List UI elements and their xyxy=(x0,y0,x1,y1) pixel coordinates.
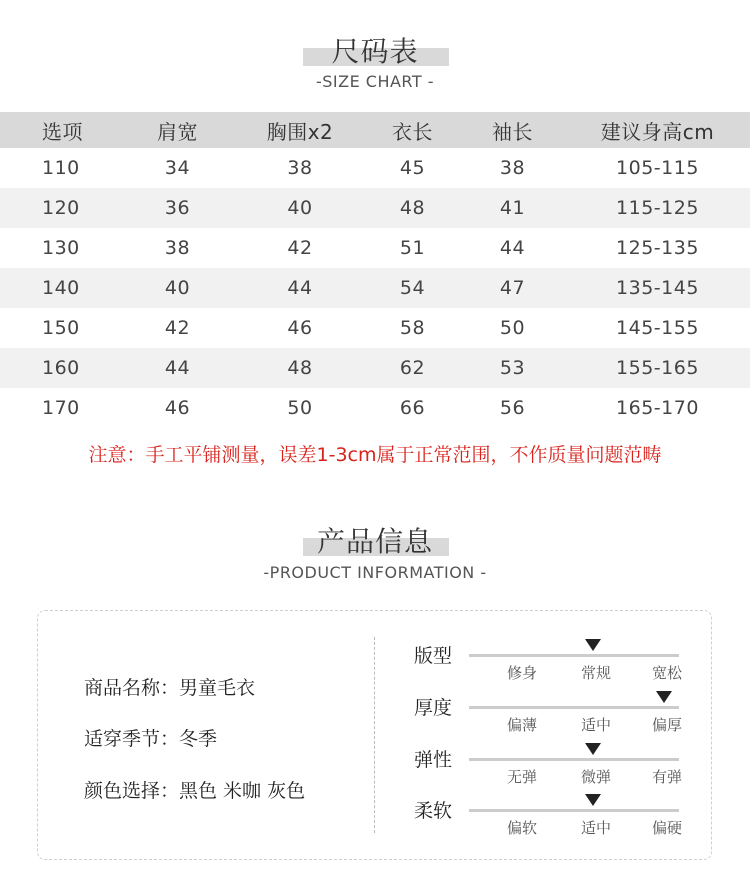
product-info-subtitle: -PRODUCT INFORMATION - xyxy=(263,563,487,582)
selected-marker-icon xyxy=(585,639,601,651)
selected-marker-icon xyxy=(656,691,672,703)
attribute-option: 偏厚 xyxy=(651,716,682,734)
table-row xyxy=(0,188,750,228)
table-row xyxy=(0,308,750,348)
selected-marker-icon xyxy=(585,794,601,806)
table-row xyxy=(0,348,750,388)
attribute-option: 修身 xyxy=(506,664,537,682)
table-body xyxy=(0,148,750,428)
table-cell: 54 xyxy=(399,277,426,299)
attribute-option: 适中 xyxy=(580,819,611,837)
product-colors: 颜色选择：黑色 米咖 灰色 xyxy=(84,780,306,802)
table-cell: 46 xyxy=(287,317,313,339)
attribute-option: 偏硬 xyxy=(651,819,682,837)
attribute-option: 常规 xyxy=(580,664,611,682)
table-cell: 44 xyxy=(287,277,313,299)
attribute-scale xyxy=(414,693,704,733)
table-cell: 38 xyxy=(499,157,526,179)
table-cell: 41 xyxy=(499,197,526,219)
selected-marker-icon xyxy=(585,743,601,755)
attribute-name: 厚度 xyxy=(414,697,453,719)
product-info-title: 产品信息 xyxy=(316,525,433,558)
table-row xyxy=(0,268,750,308)
table-cell: 51 xyxy=(399,237,426,259)
card-divider xyxy=(374,637,375,833)
table-cell: 44 xyxy=(499,237,526,259)
table-cell: 56 xyxy=(499,397,526,419)
table-header-row xyxy=(0,112,750,148)
table-cell: 50 xyxy=(499,317,526,339)
table-cell: 145-155 xyxy=(616,317,699,339)
table-cell: 42 xyxy=(164,317,191,339)
table-cell: 140 xyxy=(42,277,80,299)
attribute-name: 柔软 xyxy=(414,800,453,822)
table-cell: 47 xyxy=(499,277,526,299)
table-header-cell: 肩宽 xyxy=(157,119,198,144)
table-cell: 53 xyxy=(499,357,526,379)
table-cell: 170 xyxy=(42,397,80,419)
table-cell: 160 xyxy=(42,357,80,379)
attribute-option: 适中 xyxy=(580,716,611,734)
table-cell: 34 xyxy=(164,157,191,179)
attribute-name: 弹性 xyxy=(414,749,453,771)
product-info-card xyxy=(37,610,712,860)
size-table xyxy=(0,112,750,428)
attribute-scale xyxy=(414,796,704,836)
attribute-option: 微弹 xyxy=(580,768,611,786)
product-info-title-block xyxy=(0,520,750,560)
scale-track xyxy=(469,758,679,761)
size-chart-subtitle: -SIZE CHART - xyxy=(315,72,435,91)
table-cell: 42 xyxy=(287,237,313,259)
table-cell: 120 xyxy=(42,197,80,219)
table-cell: 115-125 xyxy=(616,197,699,219)
attribute-name: 版型 xyxy=(414,645,453,667)
table-row xyxy=(0,148,750,188)
scale-track xyxy=(469,654,679,657)
size-chart-title-block xyxy=(0,30,750,70)
measurement-note: 注意：手工平铺测量，误差1-3cm属于正常范围，不作质量问题范畴 xyxy=(88,444,662,466)
table-cell: 110 xyxy=(42,157,80,179)
table-header-cell: 建议身高cm xyxy=(600,119,715,144)
table-cell: 135-145 xyxy=(616,277,699,299)
attribute-option: 偏软 xyxy=(506,819,537,837)
table-header-cell: 胸围x2 xyxy=(266,119,334,144)
table-cell: 130 xyxy=(42,237,80,259)
table-cell: 46 xyxy=(164,397,191,419)
attribute-scale xyxy=(414,745,704,785)
table-cell: 58 xyxy=(399,317,426,339)
table-cell: 125-135 xyxy=(616,237,699,259)
table-row xyxy=(0,388,750,428)
table-cell: 38 xyxy=(287,157,313,179)
table-header-cell: 选项 xyxy=(42,119,83,144)
table-cell: 48 xyxy=(399,197,426,219)
attribute-option: 有弹 xyxy=(651,768,682,786)
table-cell: 66 xyxy=(399,397,426,419)
size-chart-title: 尺码表 xyxy=(331,35,419,68)
table-cell: 48 xyxy=(287,357,313,379)
table-cell: 36 xyxy=(164,197,191,219)
scale-track xyxy=(469,706,679,709)
table-cell: 105-115 xyxy=(616,157,699,179)
table-cell: 150 xyxy=(42,317,80,339)
table-cell: 40 xyxy=(164,277,191,299)
table-cell: 45 xyxy=(399,157,426,179)
attribute-option: 偏薄 xyxy=(506,716,537,734)
attribute-scale xyxy=(414,641,704,681)
scale-track xyxy=(469,809,679,812)
table-cell: 165-170 xyxy=(616,397,699,419)
table-cell: 38 xyxy=(164,237,191,259)
table-cell: 62 xyxy=(399,357,426,379)
table-cell: 155-165 xyxy=(616,357,699,379)
table-header-cell: 袖长 xyxy=(492,119,533,144)
attribute-option: 宽松 xyxy=(651,664,682,682)
product-name: 商品名称：男童毛衣 xyxy=(84,677,256,699)
table-cell: 50 xyxy=(287,397,313,419)
table-header-cell: 衣长 xyxy=(392,119,433,144)
table-row xyxy=(0,228,750,268)
attribute-option: 无弹 xyxy=(506,768,537,786)
table-cell: 40 xyxy=(287,197,313,219)
product-season: 适穿季节：冬季 xyxy=(84,728,218,750)
table-cell: 44 xyxy=(164,357,191,379)
